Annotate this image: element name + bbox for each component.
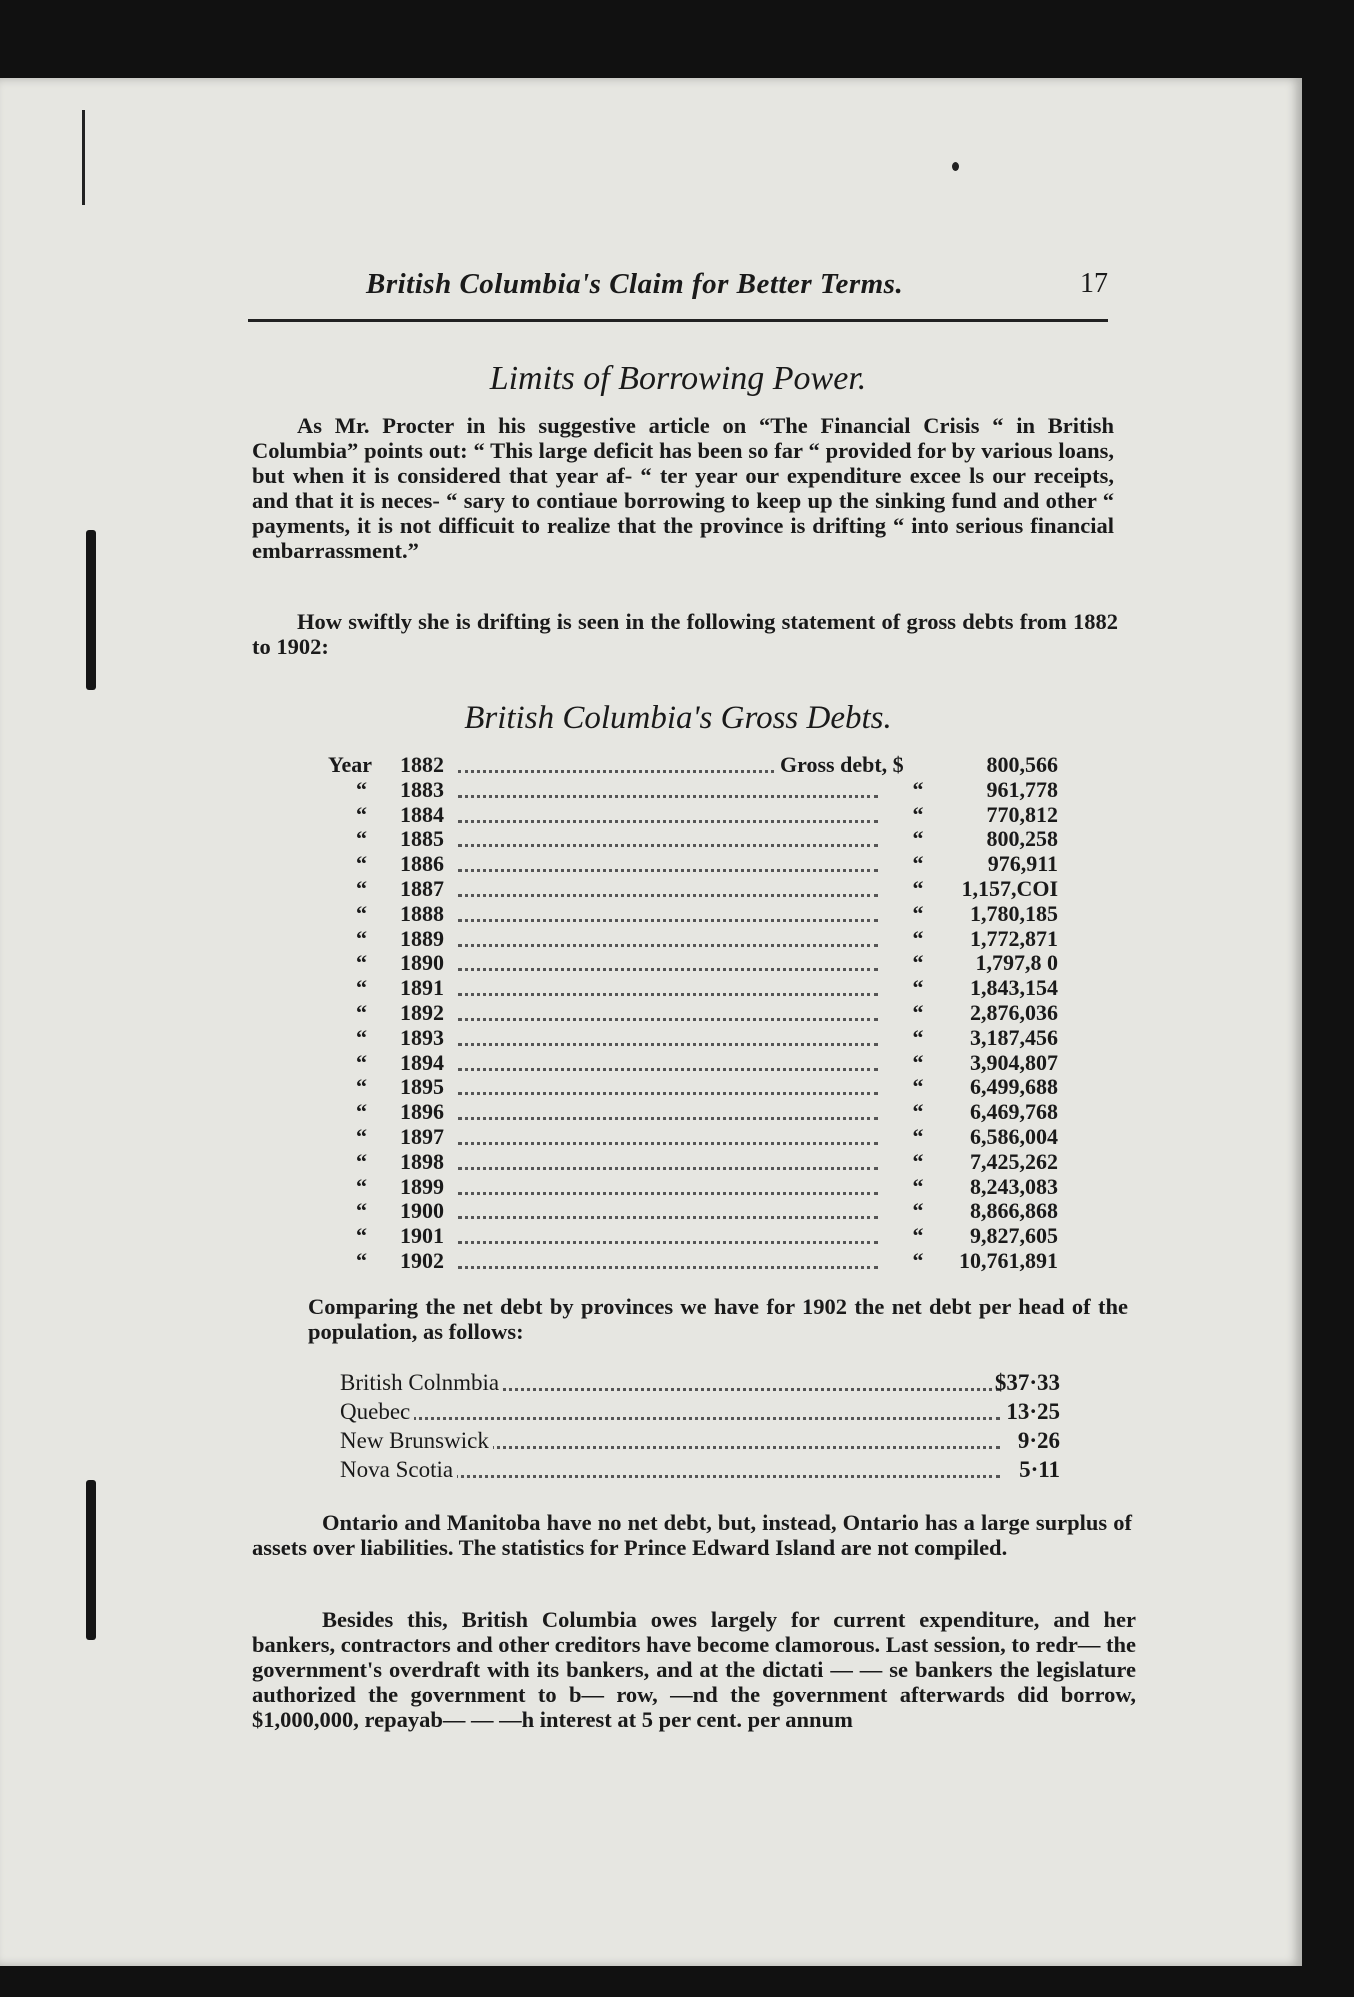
ditto-mark: “ [912, 1148, 924, 1174]
year-cell: 1897 [400, 1123, 444, 1149]
dot-leader [458, 1078, 878, 1095]
ditto-mark: “ [912, 826, 924, 852]
table-row [328, 1149, 1058, 1174]
year-cell: 1882 [400, 752, 444, 777]
ditto-mark: “ [912, 1074, 924, 1100]
ditto-mark: “ [356, 826, 367, 852]
table-row [328, 975, 1058, 1000]
print-speck [952, 162, 959, 171]
ditto-mark: “ [912, 1173, 924, 1199]
table-row [328, 926, 1058, 951]
dot-leader [458, 855, 878, 872]
page-number: 17 [1080, 268, 1108, 299]
dot-leader [458, 1029, 878, 1046]
table-row [328, 1050, 1058, 1075]
ditto-mark: “ [912, 875, 924, 901]
ditto-mark: “ [356, 776, 367, 802]
table-row [340, 1399, 1060, 1428]
ditto-mark: “ [912, 776, 924, 802]
amount-cell: 800,258 [986, 826, 1058, 852]
paragraph-net-debt: Comparing the net debt by provinces we have for 1902 the net debt per head of the population, as follows: [308, 1294, 1128, 1344]
ditto-mark: “ [356, 1173, 367, 1199]
dot-leader [458, 1153, 878, 1170]
ditto-mark: “ [912, 950, 924, 976]
dot-leader [458, 1178, 878, 1195]
year-cell: 1893 [400, 1024, 444, 1050]
year-cell: 1895 [400, 1074, 444, 1100]
dot-leader [458, 781, 878, 798]
ditto-mark: “ [356, 1049, 367, 1075]
dot-leader [458, 905, 878, 922]
net-debt-per-head: $37·33 [994, 1370, 1060, 1395]
dot-leader [458, 880, 878, 897]
ditto-mark: “ [356, 851, 367, 877]
year-cell: 1890 [400, 950, 444, 976]
province-name: British Colnmbia [340, 1370, 503, 1396]
page-spine-line [82, 110, 85, 205]
table-row [328, 1099, 1058, 1124]
table-row [328, 1124, 1058, 1149]
dot-leader [458, 806, 878, 823]
year-prefix: Year [328, 752, 372, 777]
ditto-mark: “ [912, 1049, 924, 1075]
province-name: Nova Scotia [340, 1457, 457, 1483]
year-cell: 1886 [400, 851, 444, 877]
ditto-mark: “ [356, 1074, 367, 1100]
ditto-mark: “ [912, 801, 924, 827]
ditto-mark: “ [356, 1099, 367, 1125]
header-title: British Columbia's Claim for Better Terms. [366, 268, 904, 300]
table-row [328, 1074, 1058, 1099]
year-cell: 1898 [400, 1148, 444, 1174]
table-row [328, 1174, 1058, 1199]
ditto-mark: “ [356, 1148, 367, 1174]
table-row [328, 1223, 1058, 1248]
amount-cell: 1,772,871 [970, 925, 1058, 951]
amount-cell: 8,243,083 [970, 1173, 1058, 1199]
section-title: Limits of Borrowing Power. [489, 360, 867, 397]
dot-leader [458, 954, 878, 971]
dot-leader [458, 1227, 878, 1244]
ditto-mark: “ [912, 851, 924, 877]
binding-mark-lower [86, 1480, 96, 1640]
ditto-mark: “ [356, 1123, 367, 1149]
amount-cell: 9,827,605 [970, 1223, 1058, 1249]
amount-cell: 3,187,456 [970, 1024, 1058, 1050]
year-cell: 1894 [400, 1049, 444, 1075]
ditto-mark: “ [356, 875, 367, 901]
dot-leader [340, 1405, 1000, 1420]
province-name: Quebec [340, 1399, 414, 1425]
year-cell: 1891 [400, 975, 444, 1001]
table-row [328, 851, 1058, 876]
table-row [340, 1457, 1060, 1486]
amount-cell: 6,586,004 [970, 1123, 1058, 1149]
ditto-mark: “ [356, 950, 367, 976]
paragraph-current-expenditure: Besides this, British Columbia owes largely for current expenditure, and her bankers, contractors and other creditors have become clamorous. Last session, to redr— the government's overdraft with its bankers, and at the dictati — — se bankers the legislature authorized the government to b— row, —nd the government afterwards did borrow, $1,000,000, repayab— — —h interest at 5 per cent. per annum [252, 1607, 1136, 1732]
amount-cell: 6,469,768 [970, 1099, 1058, 1125]
table-row [340, 1428, 1060, 1457]
ditto-mark: “ [356, 1024, 367, 1050]
ditto-mark: “ [356, 999, 367, 1025]
year-cell: 1899 [400, 1173, 444, 1199]
net-debt-per-head: 13·25 [1006, 1399, 1060, 1424]
table-row [328, 802, 1058, 827]
dot-leader [458, 830, 878, 847]
amount-cell: 800,566 [986, 752, 1058, 777]
amount-cell: 3,904,807 [970, 1049, 1058, 1075]
province-name: New Brunswick [340, 1428, 493, 1454]
dot-leader [458, 1054, 878, 1071]
amount-cell: 7,425,262 [970, 1148, 1058, 1174]
year-cell: 1900 [400, 1198, 444, 1224]
ditto-mark: “ [912, 975, 924, 1001]
amount-cell: 10,761,891 [959, 1247, 1058, 1273]
table-row [340, 1370, 1060, 1399]
dot-leader [458, 1202, 878, 1219]
ditto-mark: “ [912, 1099, 924, 1125]
table-title: British Columbia's Gross Debts. [464, 700, 892, 736]
amount-cell: 1,797,8 0 [975, 950, 1058, 976]
ditto-mark: “ [356, 975, 367, 1001]
year-cell: 1896 [400, 1099, 444, 1125]
gross-debt-table [328, 752, 1058, 1273]
ditto-mark: “ [912, 1247, 924, 1273]
year-cell: 1888 [400, 900, 444, 926]
ditto-mark: “ [356, 1198, 367, 1224]
amount-cell: 1,157,COI [961, 875, 1058, 901]
amount-cell: 6,499,688 [970, 1074, 1058, 1100]
table-row [328, 1000, 1058, 1025]
year-cell: 1901 [400, 1223, 444, 1249]
ditto-mark: “ [356, 900, 367, 926]
amount-cell: 1,843,154 [970, 975, 1058, 1001]
table-row [328, 901, 1058, 926]
running-header [250, 268, 1108, 304]
amount-cell: 961,778 [986, 776, 1058, 802]
year-cell: 1902 [400, 1247, 444, 1273]
per-head-table [340, 1370, 1060, 1486]
dot-leader [458, 1128, 878, 1145]
net-debt-per-head: 9·26 [1017, 1428, 1060, 1453]
ditto-mark: “ [912, 999, 924, 1025]
ditto-mark: “ [912, 1123, 924, 1149]
ditto-mark: “ [356, 925, 367, 951]
table-row [328, 1025, 1058, 1050]
year-cell: 1887 [400, 875, 444, 901]
net-debt-per-head: 5·11 [1019, 1457, 1060, 1482]
ditto-mark: “ [912, 1024, 924, 1050]
table-row [328, 876, 1058, 901]
ditto-mark: “ [912, 1198, 924, 1224]
paragraph-ontario: Ontario and Manitoba have no net debt, but, instead, Ontario has a large surplus of assets over liabilities. The statistics for Prince Edward Island are not compiled. [252, 1510, 1132, 1560]
year-cell: 1892 [400, 999, 444, 1025]
binding-mark-upper [86, 530, 96, 690]
year-cell: 1889 [400, 925, 444, 951]
table-row [328, 826, 1058, 851]
dot-leader [458, 930, 878, 947]
table-row [328, 1248, 1058, 1273]
table-row [328, 777, 1058, 802]
dot-leader [458, 979, 878, 996]
paragraph-drifting: How swiftly she is drifting is seen in the following statement of gross debts from 1882 to 1902: [252, 609, 1118, 659]
paragraph-procter-quote: As Mr. Procter in his suggestive article on “The Financial Crisis “ in British Columbia” points out: “ This large deficit has been so far “ provided for by various loans, but when it is considered that year af- “ ter year our expenditure excee ls our receipts, and that it is neces- “ sary to contiaue borrowing to keep up the sinking fund and other “ payments, it is not difficuit to realize that the province is drifting “ into serious financial embarrassment.” [252, 413, 1114, 563]
amount-cell: 8,866,868 [970, 1198, 1058, 1224]
amount-cell: 976,911 [987, 851, 1058, 877]
gross-debt-label: Gross debt, $ [776, 752, 904, 778]
ditto-mark: “ [356, 801, 367, 827]
ditto-mark: “ [912, 1223, 924, 1249]
dot-leader [458, 1252, 878, 1269]
table-row [328, 1198, 1058, 1223]
ditto-mark: “ [912, 925, 924, 951]
year-cell: 1885 [400, 826, 444, 852]
table-row [328, 950, 1058, 975]
header-rule [248, 319, 1108, 322]
ditto-mark: “ [912, 900, 924, 926]
table-row [328, 752, 1058, 777]
amount-cell: 2,876,036 [970, 999, 1058, 1025]
ditto-mark: “ [356, 1247, 367, 1273]
dot-leader [458, 1004, 878, 1021]
amount-cell: 1,780,185 [970, 900, 1058, 926]
year-cell: 1884 [400, 801, 444, 827]
ditto-mark: “ [356, 1223, 367, 1249]
dot-leader [458, 1103, 878, 1120]
year-cell: 1883 [400, 776, 444, 802]
amount-cell: 770,812 [986, 801, 1058, 827]
